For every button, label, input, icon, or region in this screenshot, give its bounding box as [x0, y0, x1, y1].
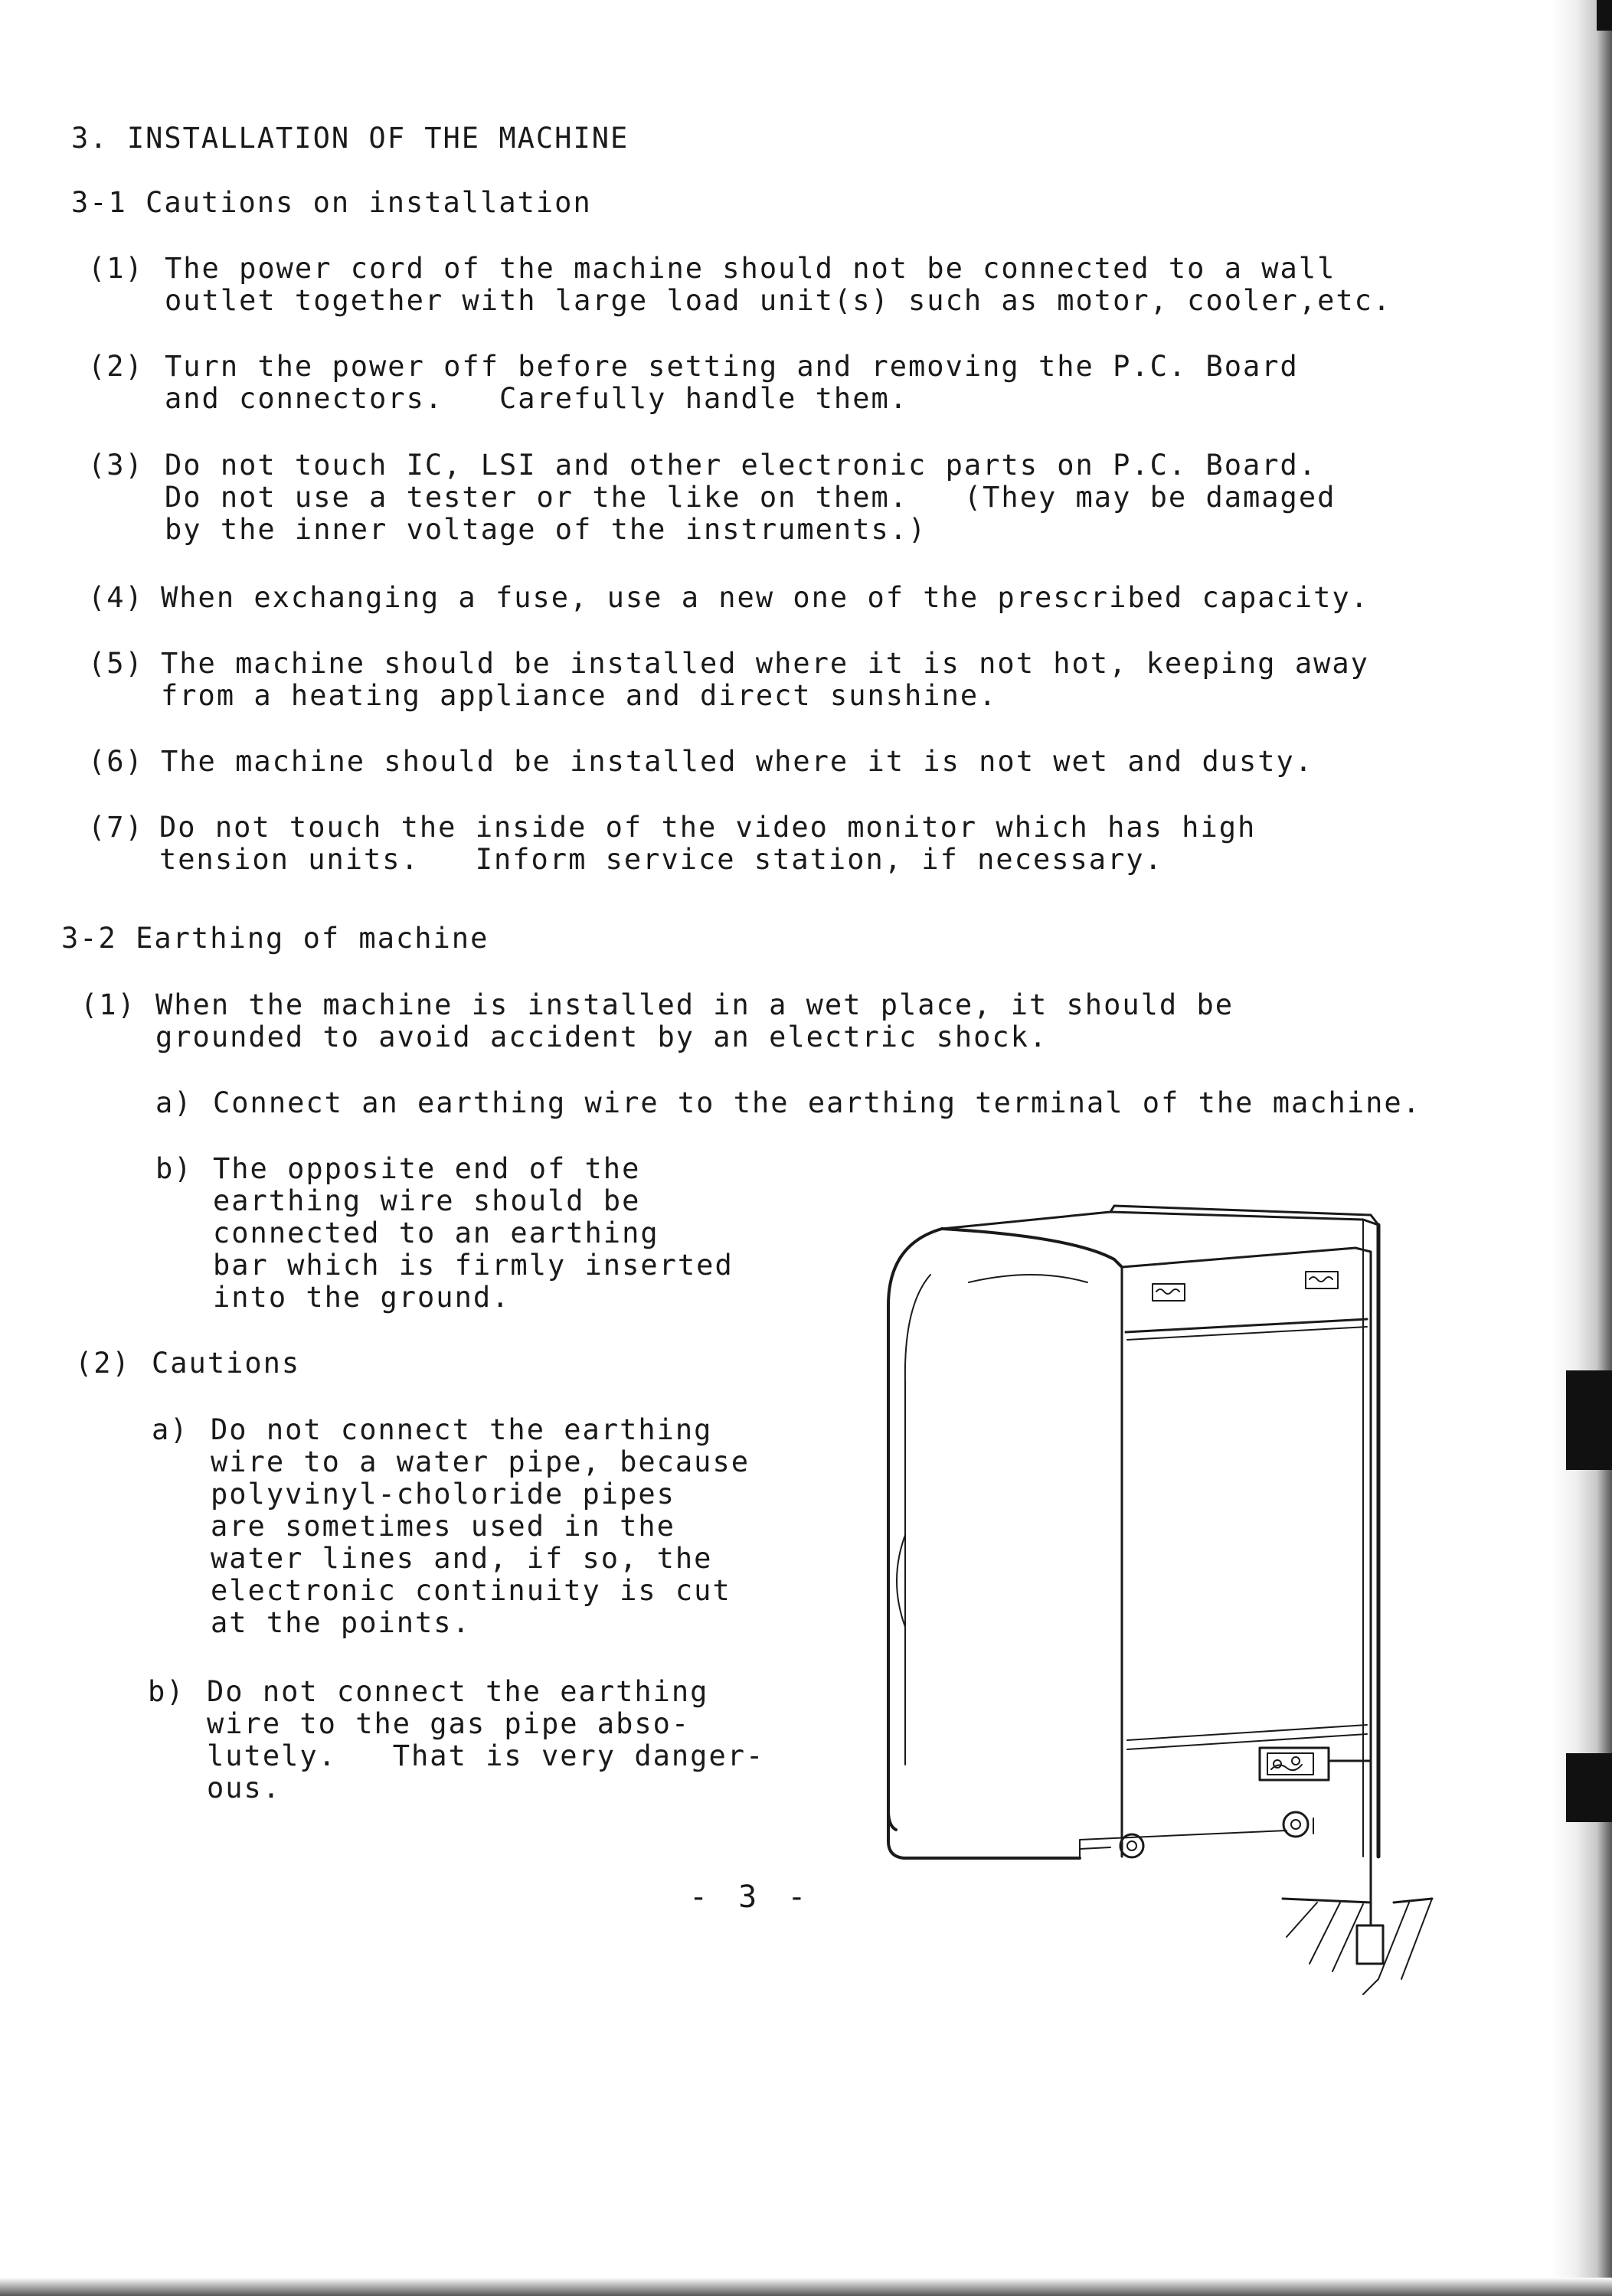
subitem-line: ous. [207, 1772, 282, 1804]
item-number: (5) [88, 647, 144, 680]
scan-edge-bottom [0, 2278, 1612, 2296]
item-number: (3) [88, 449, 144, 482]
subitem-line: electronic continuity is cut [211, 1574, 731, 1607]
item-line: Turn the power off before setting and removing the P.C. Board [165, 350, 1299, 383]
item-line: Do not touch the inside of the video monitor which has high [159, 811, 1257, 844]
item-line: The power cord of the machine should not be connected to a wall [165, 252, 1336, 285]
item-line: The machine should be installed where it is not hot, keeping away [161, 647, 1369, 680]
scan-edge-band [1566, 1370, 1612, 1470]
subitem-label: b) [155, 1152, 193, 1185]
cabinet-earthing-icon [842, 1183, 1455, 2017]
subitem-label: a) [155, 1086, 193, 1119]
scan-edge-band [1597, 0, 1612, 31]
item-number: (6) [88, 745, 144, 778]
item-line: When exchanging a fuse, use a new one of the prescribed capacity. [161, 581, 1369, 614]
subitem-line: lutely. That is very danger- [207, 1739, 765, 1772]
subitem-line: connected to an earthing [213, 1217, 659, 1249]
subitem-label: a) [152, 1413, 189, 1446]
subitem-line: Do not connect the earthing [207, 1675, 709, 1708]
subitem-line: bar which is firmly inserted [213, 1249, 734, 1282]
item-line: When the machine is installed in a wet place, it should be [155, 988, 1234, 1021]
item-line: and connectors. Carefully handle them. [165, 382, 909, 415]
section-title: 3-1 Cautions on installation [71, 186, 592, 219]
subitem-line: Connect an earthing wire to the earthing terminal of the machine. [213, 1086, 1421, 1119]
subitem-line: wire to the gas pipe abso- [207, 1707, 691, 1740]
subitem-label: b) [148, 1675, 185, 1708]
item-number: (1) [88, 252, 144, 285]
subitem-line: earthing wire should be [213, 1184, 641, 1217]
item-line: outlet together with large load unit(s) such as motor, cooler,etc. [165, 284, 1392, 317]
subitem-line: water lines and, if so, the [211, 1542, 713, 1575]
page-heading: 3. INSTALLATION OF THE MACHINE [71, 122, 629, 155]
item-number: (4) [88, 581, 144, 614]
scan-edge-band [1566, 1753, 1612, 1822]
item-line: from a heating appliance and direct sunshine. [161, 679, 998, 712]
item-line: Do not touch IC, LSI and other electronic parts on P.C. Board. [165, 449, 1318, 482]
item-line: grounded to avoid accident by an electric shock. [155, 1021, 1048, 1053]
scan-edge-right [1551, 0, 1612, 2296]
subitem-line: at the points. [211, 1606, 471, 1639]
item-line: The machine should be installed where it is not wet and dusty. [161, 745, 1314, 778]
page-number: - 3 - [689, 1880, 813, 1915]
subitem-line: Do not connect the earthing [211, 1413, 713, 1446]
subitem-line: are sometimes used in the [211, 1510, 675, 1543]
section-title: 3-2 Earthing of machine [61, 922, 489, 955]
subitem-line: wire to a water pipe, because [211, 1445, 750, 1478]
item-line: tension units. Inform service station, if necessary. [159, 843, 1163, 876]
item-line: Do not use a tester or the like on them. (They may be damaged [165, 481, 1336, 514]
subitem-line: The opposite end of the [213, 1152, 641, 1185]
item-line: by the inner voltage of the instruments.) [165, 513, 927, 546]
subitem-line: into the ground. [213, 1281, 511, 1314]
subitem-line: polyvinyl-choloride pipes [211, 1478, 675, 1511]
item-number: (2) [88, 350, 144, 383]
item-number: (7) [88, 811, 144, 844]
item-number: (2) [75, 1347, 131, 1380]
item-title: Cautions [152, 1347, 301, 1380]
item-number: (1) [80, 988, 136, 1021]
